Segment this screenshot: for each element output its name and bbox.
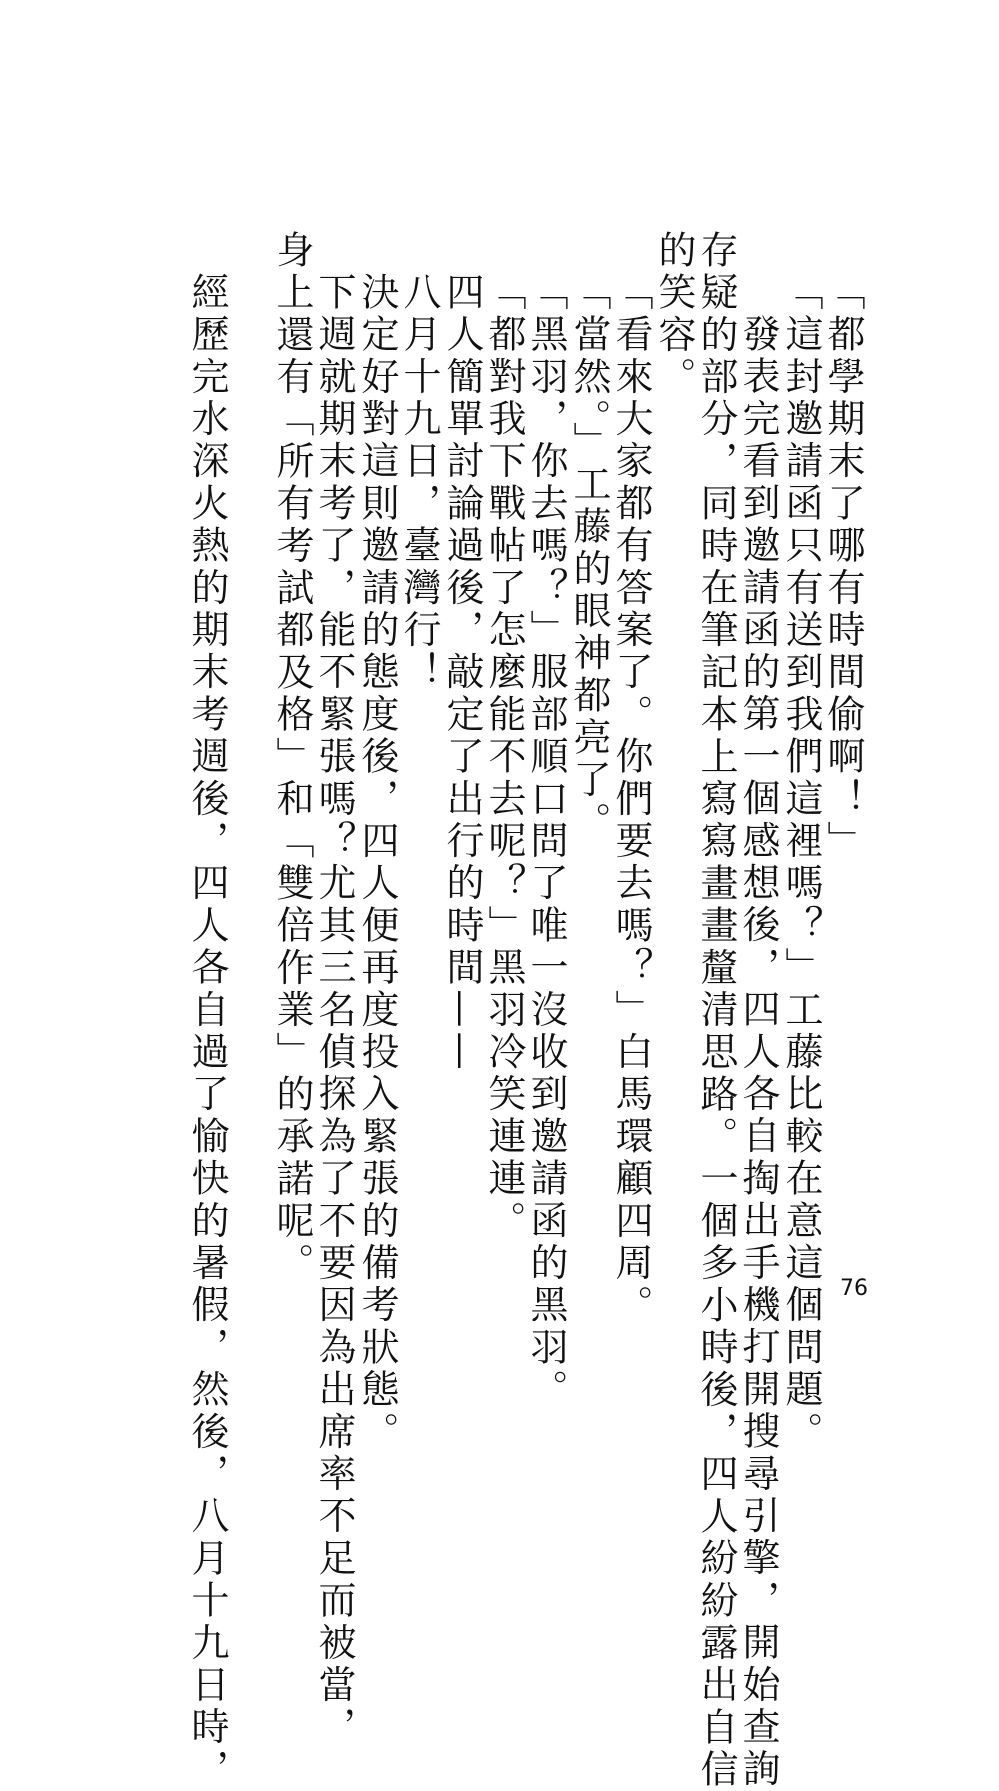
text-column-8: 「黑羽，你去嗎？」服部順口問了唯一沒收到邀請函的黑羽。	[524, 272, 568, 1412]
text-column-10: 四人簡單討論過後，敲定了出行的時間——	[440, 272, 484, 1074]
text-column-2: 「這封邀請函只有送到我們這裡嗎？」工藤比較在意這個問題。	[779, 272, 823, 1454]
text-column-13: 下週就期末考了，能不緊張嗎？尤其三名偵探為了不要因為出席率不足而被當，	[312, 272, 356, 1749]
text-column-6: 「看來大家都有答案了。你們要去嗎？」白馬環顧四周。	[609, 272, 653, 1327]
text-column-1: 「都學期末了哪有時間偷啊！」	[821, 272, 865, 863]
text-column-11: 八月十九日，臺灣行！	[397, 272, 441, 694]
text-column-9: 「都對我下戰帖了怎麼能不去呢？」黑羽冷笑連連。	[482, 272, 526, 1243]
text-column-7: 「當然。」工藤的眼神都亮了。	[567, 272, 611, 844]
text-column-14: 身上還有「所有考試都及格」和「雙倍作業」的承諾呢。	[270, 230, 314, 1285]
text-column-4: 存疑的部分，同時在筆記本上寫寫畫畫釐清思路。一個多小時後，四人紛紛露出自信	[694, 230, 738, 1791]
text-column-12: 決定好對這則邀請的態度後，四人便再度投入緊張的備考狀態。	[355, 272, 399, 1454]
text-column-3: 發表完看到邀請函的第一個感想後，四人各自掏出手機打開搜尋引擎，開始查詢	[736, 314, 780, 1791]
page-number: 76	[840, 1276, 868, 1301]
text-column-15: 經歷完水深火熱的期末考週後，四人各自過了愉快的暑假，然後，八月十九日時，	[185, 272, 229, 1791]
text-column-5: 的笑容。	[652, 230, 696, 399]
